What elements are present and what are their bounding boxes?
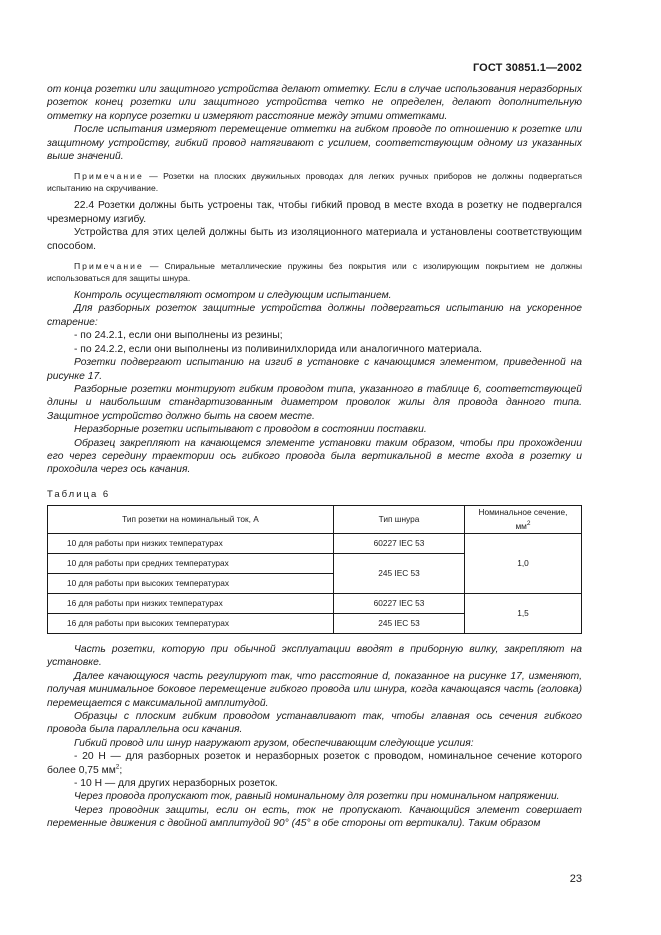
table-6 bbox=[47, 505, 582, 634]
paragraph: Гибкий провод или шнур нагружают грузом, обеспечивающим следующие усилия: bbox=[74, 737, 474, 749]
table-cell: 1,0 bbox=[465, 533, 582, 593]
paragraph: Розетки подвергают испытанию на изгиб в установке с качающимся элементом, приведенной на рисунке 17. bbox=[47, 357, 582, 382]
clause-22-4: 22.4 Розетки должны быть устроены так, чтобы гибкий провод в месте входа в розетку не подвергался чрезмерному изгибу. bbox=[47, 200, 582, 225]
table-cell: 245 IEC 53 bbox=[334, 613, 465, 633]
list-item: - 10 Н — для других неразборных розеток. bbox=[74, 778, 278, 790]
table-cell: 60227 IEC 53 bbox=[334, 593, 465, 613]
column-header-cord-type: Тип шнура bbox=[334, 506, 465, 534]
paragraph: Устройства для этих целей должны быть из изоляционного материала и установлены соответствующим способом. bbox=[47, 227, 582, 252]
table-cell: 60227 IEC 53 bbox=[334, 533, 465, 553]
table-row bbox=[48, 533, 582, 553]
list-item: - по 24.2.2, если они выполнены из поливинилхлорида или аналогичного материала. bbox=[74, 343, 483, 355]
list-item: - по 24.2.1, если они выполнены из резины; bbox=[74, 330, 283, 342]
paragraph: Для разборных розеток защитные устройства должны подвергаться испытанию на ускоренное старение: bbox=[47, 303, 582, 328]
table-row bbox=[48, 593, 582, 613]
paragraph: Контроль осуществляют осмотром и следующим испытанием. bbox=[74, 290, 392, 302]
paragraph: Далее качающуюся часть регулируют так, что расстояние d, показанное на рисунке 17, изменяют, получая минимальное боковое перемещение гибкого провода или шнура, когда качающаяся часть (головка) перемещается с максимальной амплитудой. bbox=[47, 670, 582, 709]
column-header-socket-type: Тип розетки на номинальный ток, А bbox=[48, 506, 334, 534]
note-label: Примечание bbox=[74, 261, 144, 272]
table-cell: 10 для работы при средних температурах bbox=[48, 553, 334, 573]
paragraph: Часть розетки, которую при обычной эксплуатации вводят в приборную вилку, закрепляют на установке. bbox=[47, 643, 582, 669]
standard-header: ГОСТ 30851.1—2002 bbox=[472, 62, 582, 74]
table-cell: 16 для работы при низких температурах bbox=[48, 593, 334, 613]
note-text: — Спиральные металлические пружины без покрытия или с изолирующим покрытием не должны использоваться для защиты шнура. bbox=[47, 261, 582, 284]
paragraph: Через провода пропускают ток, равный номинальному для розетки при номинальном напряжении. bbox=[74, 791, 560, 803]
paragraph: Образец закрепляют на качающемся элементе установки таким образом, чтобы при прохождении его через середину траектории ось гибкого провода была вертикальной в месте входа в розетку и проходила через ось качания. bbox=[47, 437, 582, 476]
table-cell: 245 IEC 53 bbox=[334, 553, 465, 593]
paragraph: Образцы с плоским гибким проводом устанавливают так, чтобы главная ось сечения гибкого провода была параллельна оси качания. bbox=[47, 711, 582, 736]
table-cell: 1,5 bbox=[465, 593, 582, 633]
document-body bbox=[47, 83, 582, 831]
note-label: Примечание bbox=[74, 171, 144, 182]
table-cell: 10 для работы при низких температурах bbox=[48, 533, 334, 553]
paragraph: Неразборные розетки испытывают с проводом в состоянии поставки. bbox=[74, 424, 427, 436]
note bbox=[47, 170, 582, 194]
paragraph: Разборные розетки монтируют гибким проводом типа, указанного в таблице 6, соответствующей длины и наибольшим стандартизованным диаметром проволок жилы для провода данного типа. Защитное устройство должно быть на своем месте. bbox=[47, 383, 582, 422]
paragraph: Через проводник защиты, если он есть, ток не пропускают. Качающийся элемент совершает переменные движения с двойной амплитудой 90° (45° в обе стороны от вертикали). Таким образом bbox=[47, 804, 582, 830]
paragraph: от конца розетки или защитного устройства делают отметку. Если в случае использования неразборных розеток конец розетки или защитного устройства четко не определен, делают дополнительную отметку на корпусе розетки и измеряют расстояние между этими отметками. bbox=[47, 84, 582, 122]
table-cell: 10 для работы при высоких температурах bbox=[48, 573, 334, 593]
paragraph: После испытания измеряют перемещение отметки на гибком проводе по отношению к розетке или защитному устройству, гибкий провод натягивают с усилием, соответствующим одному из указанных выше значений. bbox=[47, 124, 582, 163]
table-header-row bbox=[48, 506, 582, 534]
note-text: — Розетки на плоских двужильных проводах для легких ручных приборов не должны подвергаться испытанию на скручивание. bbox=[47, 171, 582, 194]
column-header-cross-section: Номинальное сечение, $мм^2$ bbox=[465, 506, 582, 534]
table-cell: 16 для работы при высоких температурах bbox=[48, 613, 334, 633]
table-caption: Таблица 6 bbox=[47, 488, 111, 500]
page-number: 23 bbox=[569, 873, 582, 885]
note bbox=[47, 260, 582, 284]
list-item: - 20 Н — для разборных розеток и неразборных розеток с проводом, номинальное сечение которого более 0,75 $мм^2$; bbox=[47, 751, 582, 776]
